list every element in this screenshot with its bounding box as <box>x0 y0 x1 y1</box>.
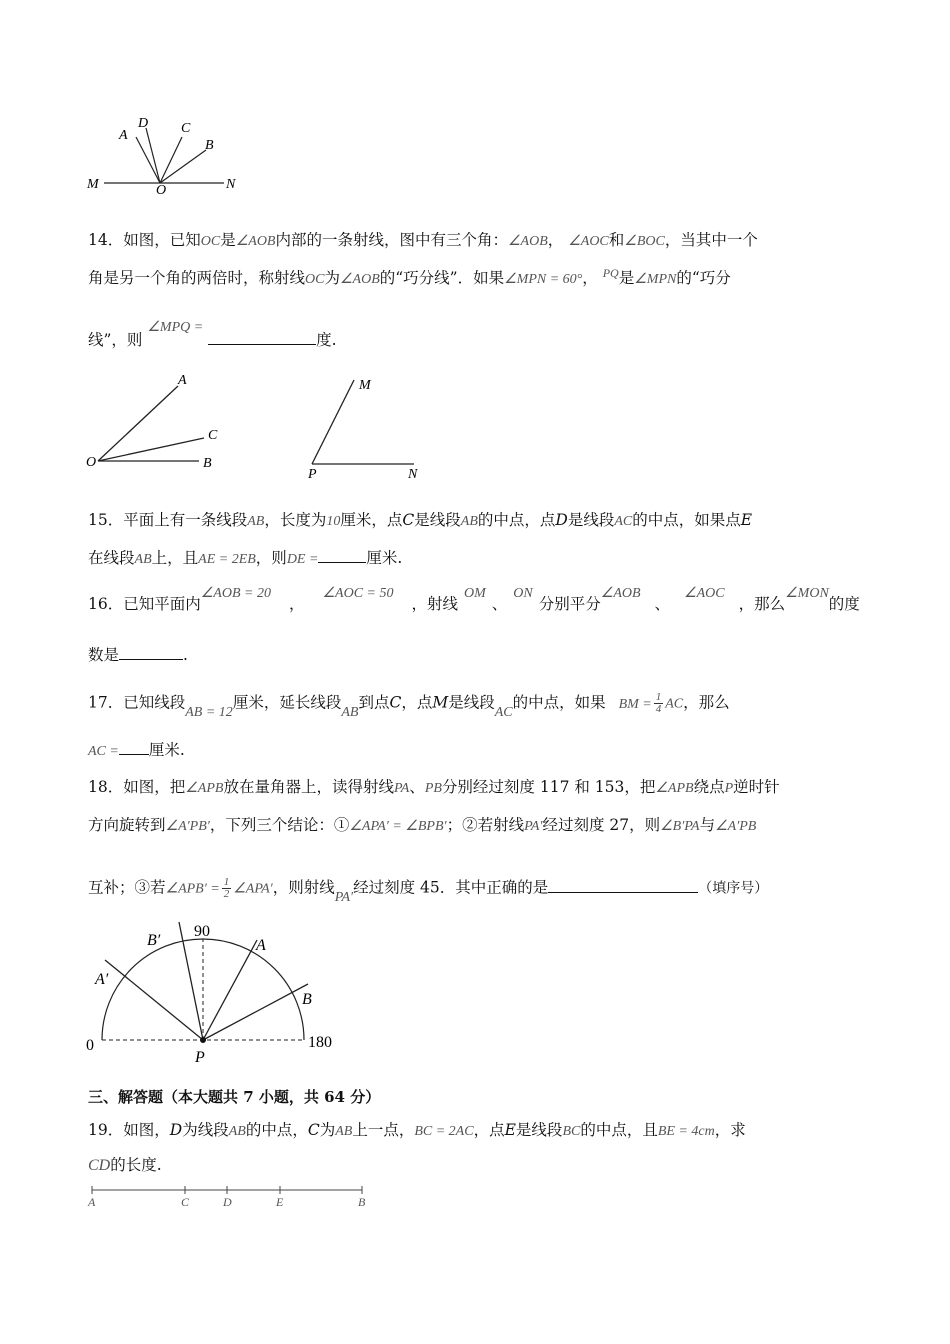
q14-line-1: 14．如图，已知OC是∠AOB内部的一条射线，图中有三个角：∠AOB， ∠AOC和∠BOC，当其中一个 <box>88 231 758 249</box>
q18-line-3: 互补；③若∠APB′ = $\frac{1}{2}$ ∠APA′，则射线PA′经过刻度 45．其中正确的是 （填序号） <box>88 876 769 905</box>
q19-line-1: 19．如图，D为线段AB的中点，C为AB上一点，BC = 2AC，点E是线段BC的中点，且BE = 4cm，求 <box>88 1121 746 1139</box>
q17-fraction: $\frac{1}{4}$ <box>655 691 662 715</box>
q18-fraction: $\frac{1}{2}$ <box>223 876 230 900</box>
fig14-label-b: B <box>203 456 212 471</box>
fig14-label-m: M <box>359 378 371 393</box>
fig13-label-a: A <box>119 128 128 143</box>
fig18-label-180: 180 <box>308 1034 332 1051</box>
fig19-label-d: D <box>223 1195 232 1209</box>
q14-answer-blank[interactable] <box>208 330 316 345</box>
figure-18-protractor <box>82 918 352 1068</box>
q17-answer-blank[interactable] <box>119 740 149 755</box>
q19-line-2: CD的长度. <box>88 1156 162 1174</box>
fig14-label-o: O <box>86 455 97 470</box>
fig18-label-90: 90 <box>194 923 210 940</box>
fig13-label-b: B <box>205 138 214 153</box>
fig13-label-d: D <box>138 116 149 131</box>
fig18-label-a: A <box>256 937 266 954</box>
fig18-label-b: B <box>302 991 312 1008</box>
fig18-label-p: P <box>195 1049 205 1066</box>
q17-line-1: 17．已知线段AB = 12厘米，延长线段AB到点C，点M是线段AC的中点，如果 BM = $\frac{1}{4}$ AC，那么 <box>88 691 730 720</box>
section-3-heading: 三、解答题（本大题共 7 小题，共 64 分） <box>88 1088 381 1106</box>
fig19-label-e: E <box>276 1195 284 1209</box>
q14-line-3: 线”，则 ∠MPQ = 度. <box>88 320 337 349</box>
q17-line-2: AC = 厘米. <box>88 741 185 759</box>
fig19-label-a: A <box>88 1195 96 1209</box>
fig13-label-c: C <box>181 121 191 136</box>
figure-13-rays <box>84 112 254 194</box>
fig18-label-b-prime: B′ <box>147 932 161 949</box>
figure-14-angles <box>84 368 434 480</box>
q15-answer-blank[interactable] <box>318 548 366 563</box>
q15-line-1: 15．平面上有一条线段AB，长度为10厘米，点C是线段AB的中点，点D是线段AC的中点，如果点E <box>88 511 753 529</box>
q18-line-1: 18．如图，把∠APB放在量角器上，读得射线PA、PB分别经过刻度 117 和 153，把∠APB绕点P逆时针 <box>88 778 780 796</box>
figure-19-segment <box>84 1184 374 1212</box>
q14-line-2: 角是另一个角的两倍时，称射线OC为∠AOB的“巧分线”．如果∠MPN = 60°， $^{PQ}$是∠MPN的“巧分 <box>88 266 731 287</box>
fig18-label-a-prime: A′ <box>95 971 109 988</box>
fig19-label-c: C <box>181 1195 190 1209</box>
fig13-label-m: M <box>87 177 99 192</box>
fig14-label-p: P <box>308 467 317 480</box>
fig14-label-a: A <box>178 373 187 388</box>
q18-answer-blank[interactable] <box>548 878 698 893</box>
q15-line-2: 在线段AB上，且AE = 2EB，则DE = 厘米. <box>88 549 403 567</box>
fig18-label-0: 0 <box>86 1037 94 1054</box>
fig19-label-b: B <box>358 1195 366 1209</box>
fig14-label-c: C <box>208 428 218 443</box>
q16-line-1: 16．已知平面内∠AOB = 20，∠AOC = 50，射线OM、ON分别平分∠AOB、∠AOC，那么∠MON的度 <box>88 586 860 613</box>
q16-answer-blank[interactable] <box>119 645 183 660</box>
q18-line-2: 方向旋转到∠A′PB′，下列三个结论：①∠APA′ = ∠BPB′；②若射线PA′经过刻度 27，则∠B′PA与∠A′PB <box>88 816 757 834</box>
fig13-label-n: N <box>226 177 236 192</box>
fig13-label-o: O <box>156 183 167 194</box>
q16-line-2: 数是 . <box>88 646 188 664</box>
fig14-label-n: N <box>408 467 418 480</box>
